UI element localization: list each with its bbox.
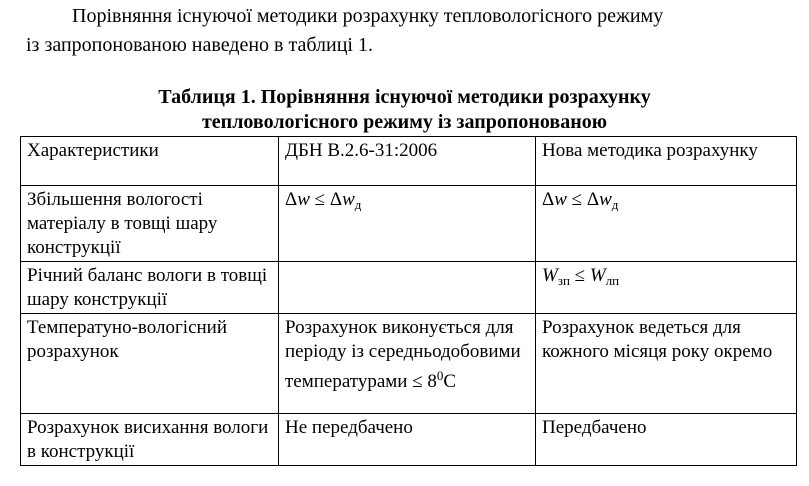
table-row <box>21 314 797 414</box>
table-row <box>21 262 797 314</box>
intro-line-1: Порівняння існуючої методики розрахунку тепловологісного режиму <box>72 5 664 27</box>
formula: $\Delta w \le \Delta w_д$ <box>542 189 619 212</box>
row-dbn-text <box>279 314 536 414</box>
formula: $W_{зп} \le W_{лп}$ <box>542 265 620 288</box>
intro-paragraph <box>26 2 796 60</box>
table-row <box>21 186 797 262</box>
row-characteristic: Збільшення вологості матеріалу в товщі шару конструкції <box>21 186 279 262</box>
table-title <box>0 85 809 135</box>
row-dbn-empty <box>279 262 536 314</box>
row-new-text: Передбачено <box>536 414 797 466</box>
row-new-formula <box>536 186 797 262</box>
row-characteristic: Річний баланс вологи в товщі шару конструкції <box>21 262 279 314</box>
row-characteristic: Розрахунок висихання вологи в конструкції <box>21 414 279 466</box>
comparison-table <box>20 136 797 466</box>
table-row <box>21 414 797 466</box>
header-characteristics: Характеристики <box>21 137 279 186</box>
row-dbn-text: Не передбачено <box>279 414 536 466</box>
row-dbn-formula <box>279 186 536 262</box>
formula: $\Delta w \le \Delta w_д$ <box>285 189 362 212</box>
header-dbn: ДБН В.2.6-31:2006 <box>279 137 536 186</box>
intro-line-2: із запропонованою наведено в таблиці 1. <box>26 34 373 56</box>
table-title-line-1: Таблиця 1. Порівняння існуючої методики розрахунку <box>158 86 651 108</box>
header-new-method: Нова методика розрахунку <box>536 137 797 186</box>
table-header-row <box>21 137 797 186</box>
row-characteristic: Температуно-вологісний розрахунок <box>21 314 279 414</box>
row-new-formula <box>536 262 797 314</box>
table-title-line-2: тепловологісного режиму із запропонованою <box>201 111 607 133</box>
row-new-text: Розрахунок ведеться для кожного місяця року окремо <box>536 314 797 414</box>
dbn-calculation-text: Розрахунок виконується для періоду із середньодобовими температурами ≤ $8^0С$ <box>285 317 521 392</box>
